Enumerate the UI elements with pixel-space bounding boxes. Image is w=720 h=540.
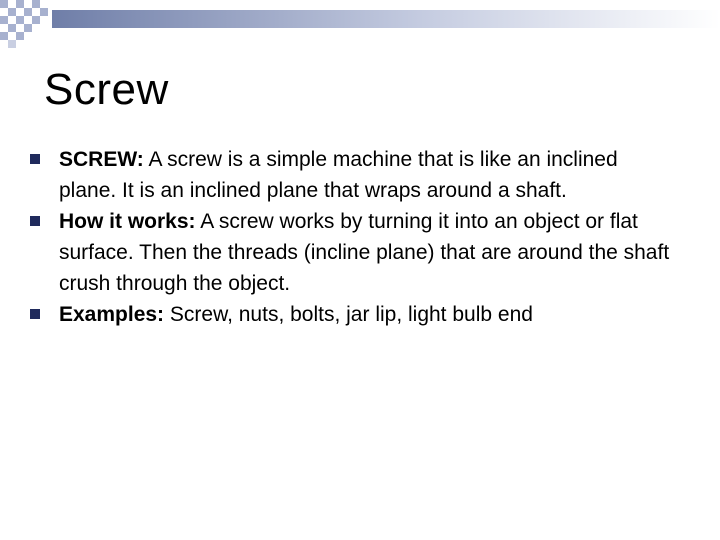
bullet-list	[30, 144, 670, 330]
bullet-term: Examples:	[59, 303, 165, 326]
top-decoration-band	[0, 0, 720, 48]
square-bullet-icon	[30, 309, 40, 319]
square-bullet-icon	[30, 216, 40, 226]
bullet-term: SCREW:	[59, 148, 144, 171]
bullet-item-examples	[30, 299, 670, 330]
checker-pattern	[0, 0, 48, 48]
bullet-text: A screw is a simple machine that is like an inclined plane. It is an inclined plane that wraps around a shaft.	[59, 148, 618, 202]
gradient-band	[52, 10, 720, 28]
slide-title: Screw	[44, 65, 169, 114]
bullet-item-how-it-works	[30, 206, 670, 299]
bullet-term: How it works:	[59, 210, 196, 233]
bullet-text: A screw works by turning it into an object or flat surface. Then the threads (incline plane) that are around the shaft crush through the object.	[59, 210, 670, 295]
bullet-item-definition	[30, 144, 670, 206]
bullet-text: Screw, nuts, bolts, jar lip, light bulb end	[164, 303, 533, 326]
square-bullet-icon	[30, 154, 40, 164]
